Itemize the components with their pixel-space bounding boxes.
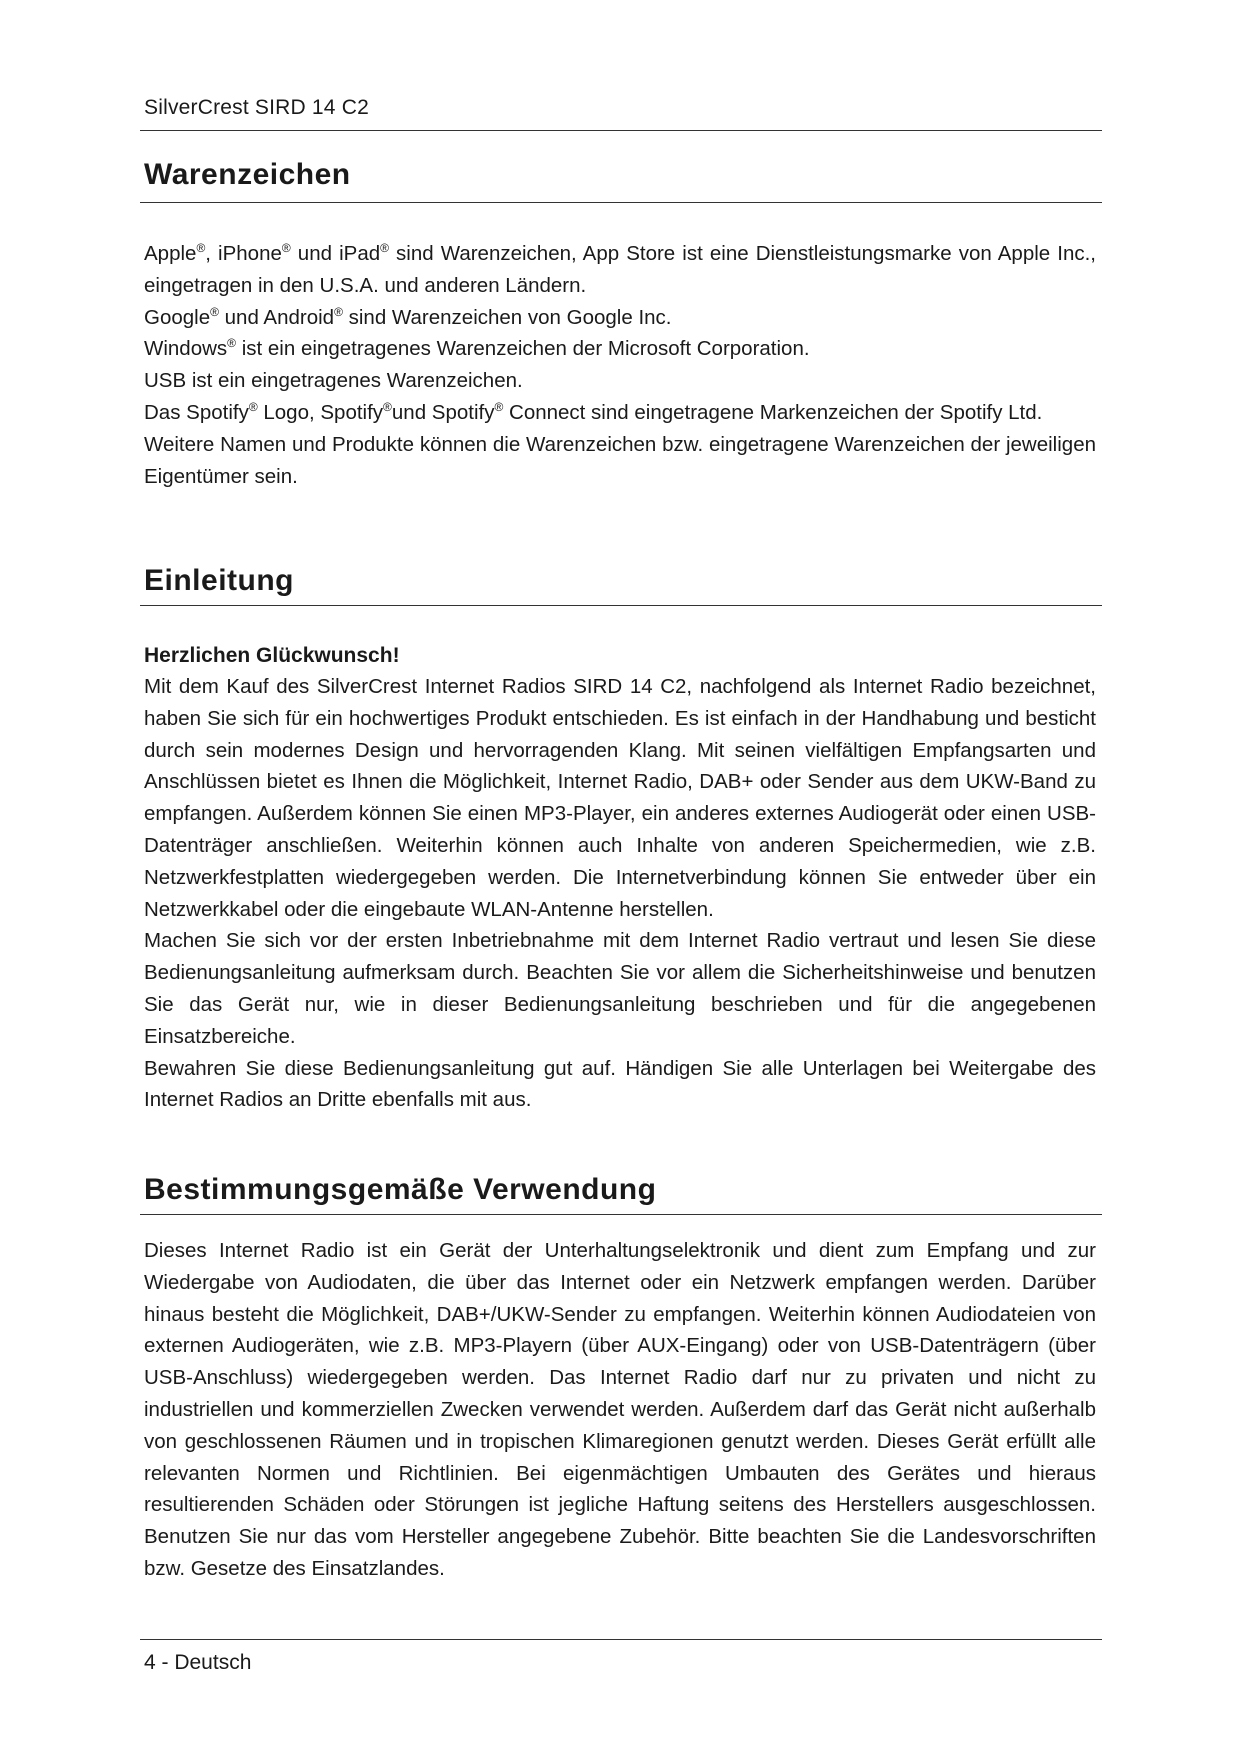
intro-heading: Einleitung: [144, 564, 294, 597]
trademarks-google-paragraph: Google® und Android® sind Warenzeichen von Google Inc.: [144, 304, 672, 329]
running-header: SilverCrest SIRD 14 C2: [144, 96, 369, 119]
trademarks-other-paragraph: Weitere Namen und Produkte können die Warenzeichen bzw. eingetragene Warenzeichen der jeweiligen Eigentümer sein.: [144, 432, 1096, 488]
intro-paragraph-2: Machen Sie sich vor der ersten Inbetriebnahme mit dem Internet Radio vertraut und lesen Sie diese Bedienungsanleitung aufmerksam durch. Beachten Sie vor allem die Sicherheitshinweise und benutzen Sie das Gerät nur, wie in dieser Bedienungsanleitung beschrieben und für die angegebenen Einsatzbereiche.: [144, 929, 1096, 1048]
trademarks-body: [144, 238, 1096, 492]
footer-rule: [140, 1639, 1102, 1640]
trademarks-windows-paragraph: Windows® ist ein eingetragenes Warenzeichen der Microsoft Corporation.: [144, 336, 810, 361]
intro-subheading: Herzlichen Glückwunsch!: [144, 644, 400, 667]
usage-heading: Bestimmungsgemäße Verwendung: [144, 1173, 657, 1206]
intro-body: [144, 640, 1096, 1116]
page-footer: 4 - Deutsch: [144, 1651, 252, 1674]
trademarks-spotify-paragraph: Das Spotify® Logo, Spotify®und Spotify® Connect sind eingetragene Markenzeichen der Spotify Ltd.: [144, 399, 1043, 424]
usage-paragraph: Dieses Internet Radio ist ein Gerät der Unterhaltungselektronik und dient zum Empfang und zur Wiedergabe von Audiodaten, die über das Internet oder ein Netzwerk empfangen werden. Darüber hinaus besteht die Möglichkeit, DAB+/UKW-Sender zu empfangen. Weiterhin können Audiodateien von externen Audiogeräten, wie z.B. MP3-Playern (über AUX-Eingang) oder von USB-Datenträgern (über USB-Anschluss) wiedergegeben werden. Das Internet Radio darf nur zu privaten und nicht zu industriellen und kommerziellen Zwecken verwendet werden. Außerdem darf das Gerät nicht außerhalb von geschlossenen Räumen und in tropischen Klimaregionen genutzt werden. Dieses Gerät erfüllt alle relevanten Normen und Richtlinien. Bei eigenmächtigen Umbauten des Gerätes und hieraus resultierenden Schäden oder Störungen ist jegliche Haftung seitens des Herstellers ausgeschlossen. Benutzen Sie nur das vom Hersteller angegebene Zubehör. Bitte beachten Sie die Landesvorschriften bzw. Gesetze des Einsatzlandes.: [144, 1239, 1096, 1580]
header-rule: [140, 130, 1102, 131]
trademarks-usb-paragraph: USB ist ein eingetragenes Warenzeichen.: [144, 369, 523, 393]
trademarks-apple-paragraph: Apple®, iPhone® und iPad® sind Warenzeichen, App Store ist eine Dienstleistungsmarke von Apple Inc., eingetragen in den U.S.A. und anderen Ländern.: [144, 241, 1096, 297]
trademarks-heading: Warenzeichen: [144, 158, 351, 191]
intro-paragraph-1: Mit dem Kauf des SilverCrest Internet Radios SIRD 14 C2, nachfolgend als Internet Radio bezeichnet, haben Sie sich für ein hochwertiges Produkt entschieden. Es ist einfach in der Handhabung und besticht durch sein modernes Design und hervorragenden Klang. Mit seinen vielfältigen Empfangsarten und Anschlüssen bietet es Ihnen die Möglichkeit, Internet Radio, DAB+ oder Sender aus dem UKW-Band zu empfangen. Außerdem können Sie einen MP3-Player, ein anderes externes Audiogerät oder einen USB-Datenträger anschließen. Weiterhin können auch Inhalte von anderen Speichermedien, wie z.B. Netzwerkfestplatten wiedergegeben werden. Die Internetverbindung können Sie entweder über ein Netzwerkkabel oder die eingebaute WLAN-Antenne herstellen.: [144, 675, 1096, 921]
usage-heading-rule: [140, 1214, 1102, 1215]
intro-paragraph-3: Bewahren Sie diese Bedienungsanleitung gut auf. Händigen Sie alle Unterlagen bei Weitergabe des Internet Radios an Dritte ebenfalls mit aus.: [144, 1056, 1096, 1112]
intro-heading-rule: [140, 605, 1102, 606]
trademarks-heading-rule: [140, 202, 1102, 203]
usage-body: [144, 1235, 1096, 1585]
